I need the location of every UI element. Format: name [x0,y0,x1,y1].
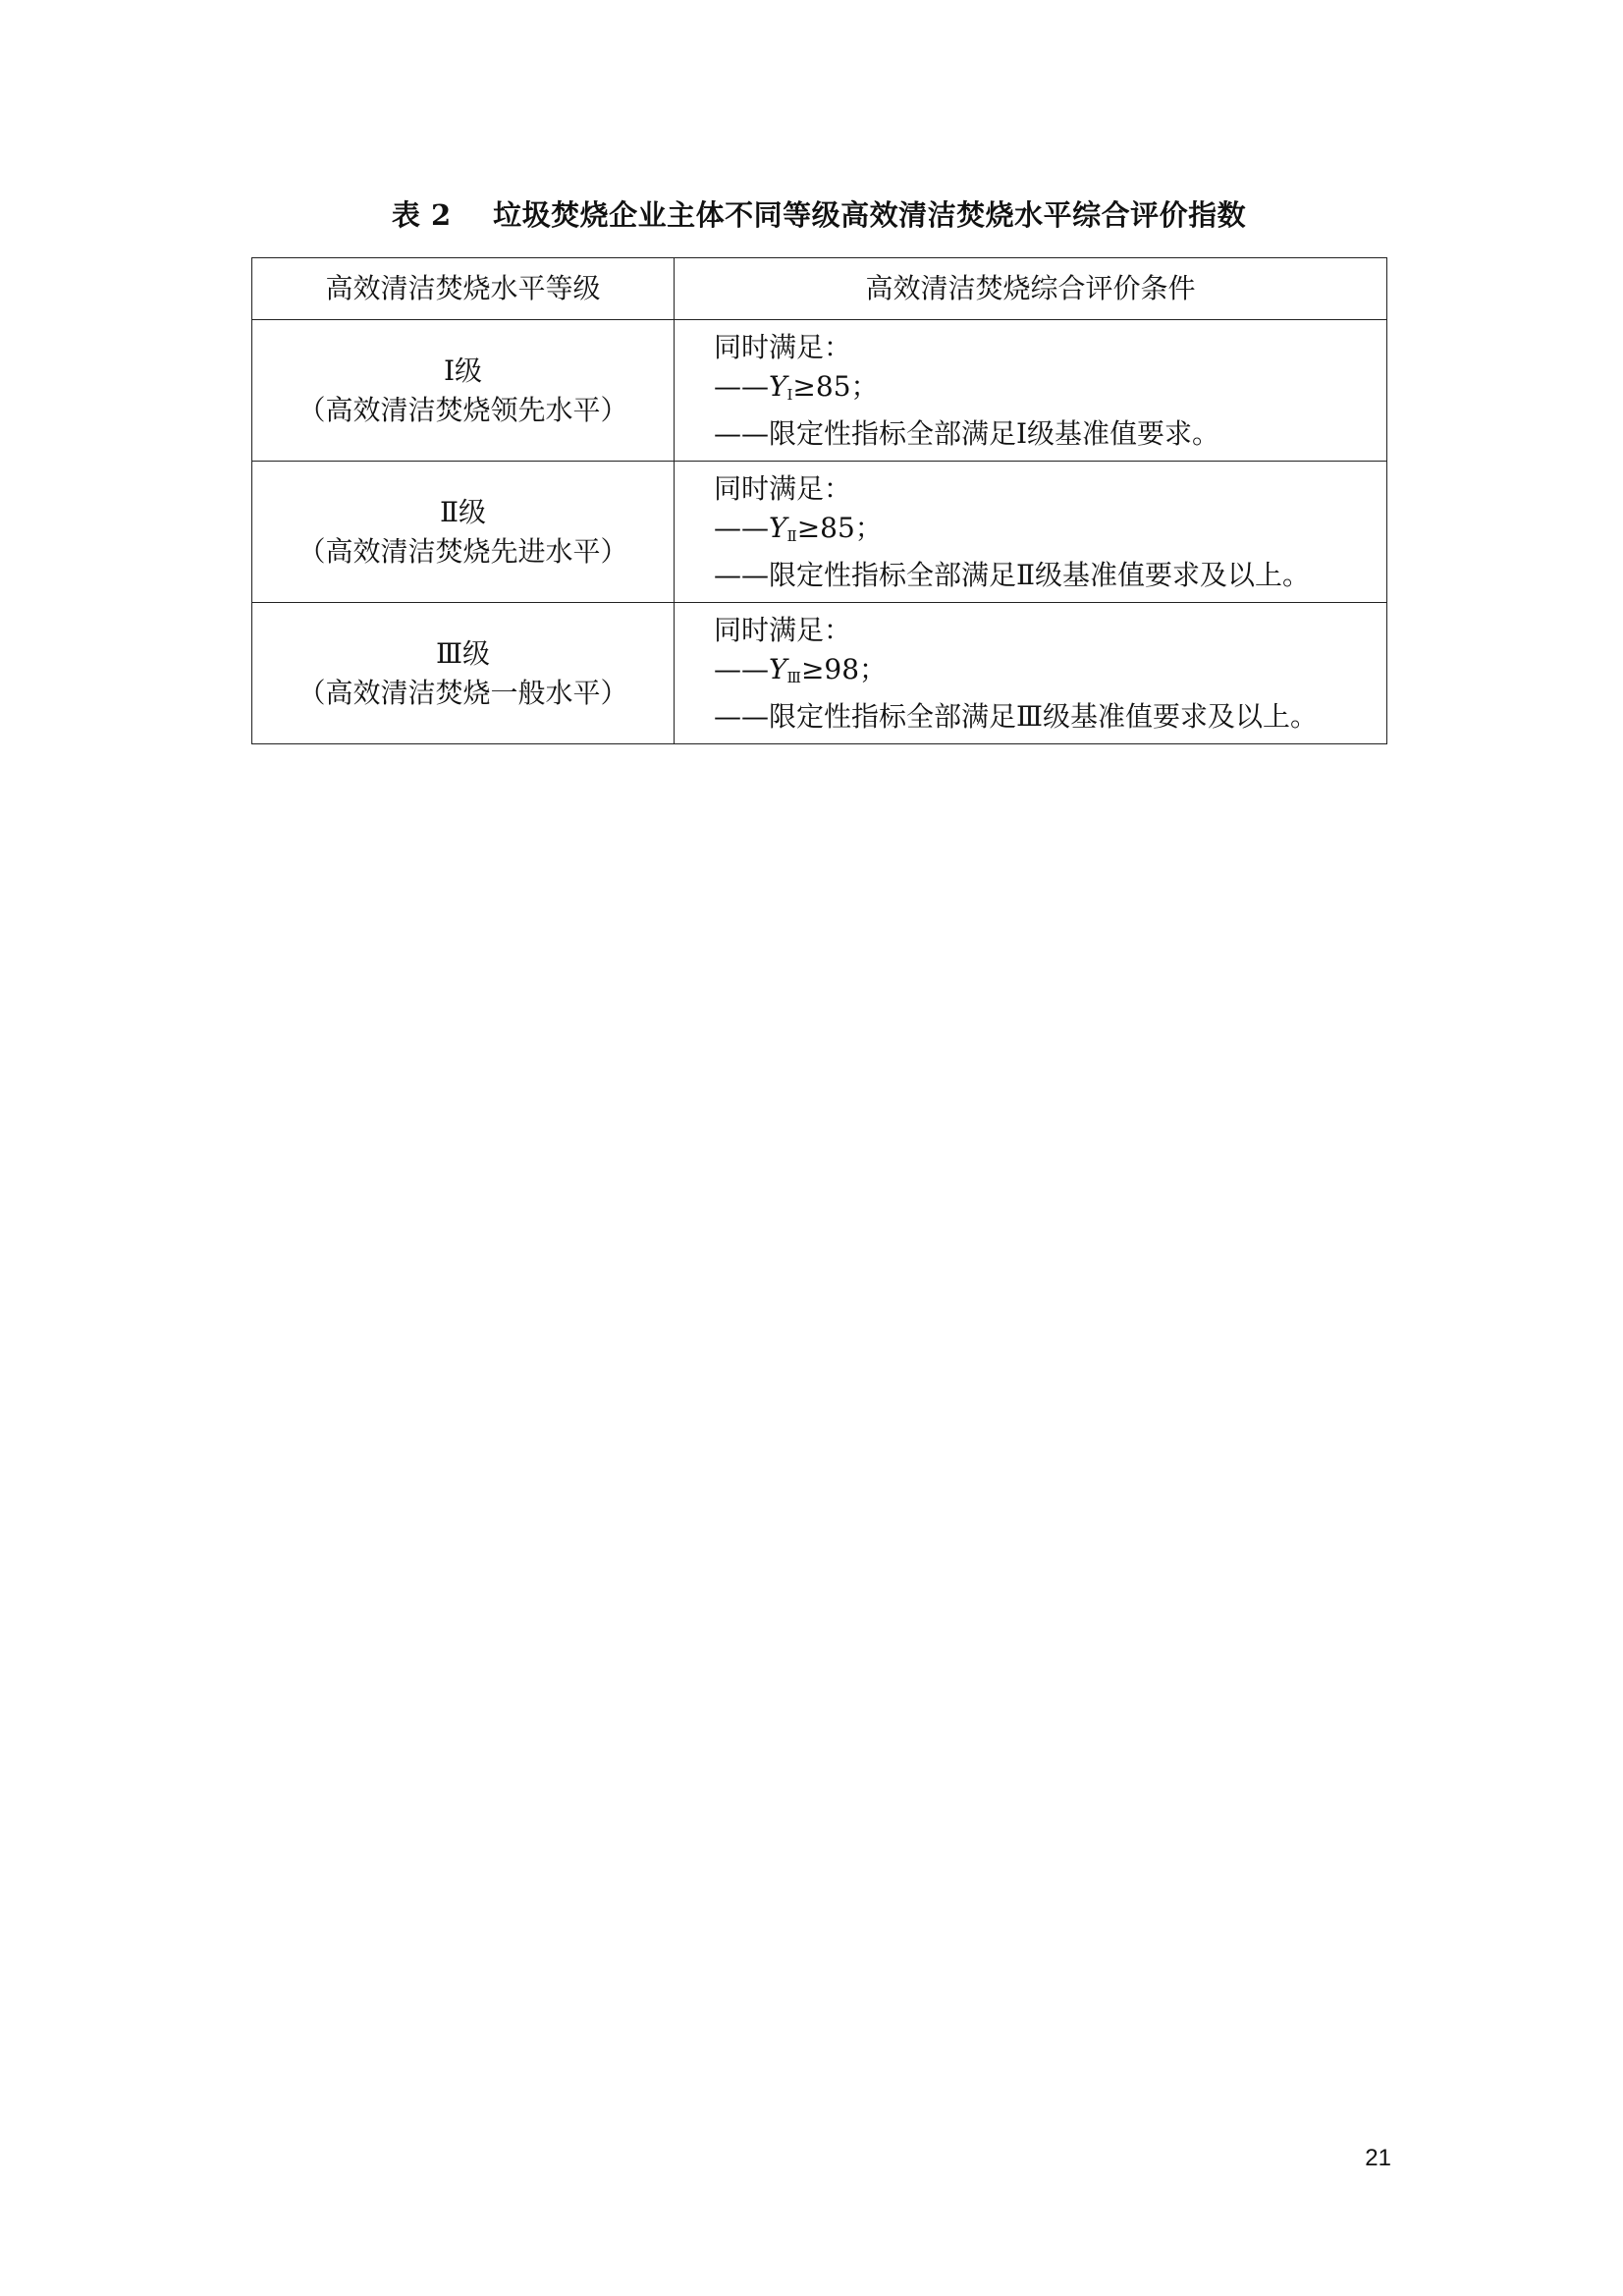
page-number: 21 [1365,2145,1391,2171]
condition-limit: ——限定性指标全部满足Ⅰ级基准值要求。 [714,416,1220,450]
condition-limit: ——限定性指标全部满足Ⅲ级基准值要求及以上。 [714,699,1319,733]
score-symbol: Y [769,511,787,544]
condition-cell [675,320,1387,462]
table-header-row [252,258,1387,320]
table-row [252,320,1387,462]
condition-cell [675,462,1387,603]
level-cell [252,603,675,744]
header-condition: 高效清洁焚烧综合评价条件 [675,258,1387,320]
condition-dash: —— [714,511,769,544]
evaluation-table [251,257,1387,744]
condition-score [714,367,1386,414]
condition-dash: —— [714,369,769,403]
level-description: （高效清洁焚烧先进水平） [298,534,628,568]
condition-dash: —— [714,652,769,685]
condition-limit: ——限定性指标全部满足Ⅱ级基准值要求及以上。 [714,558,1311,591]
score-subscript: Ⅱ [786,526,797,545]
header-level: 高效清洁焚烧水平等级 [252,258,675,320]
condition-intro: 同时满足： [714,330,852,363]
score-threshold: ≥85； [792,369,879,403]
level-cell [252,462,675,603]
score-threshold: ≥98； [800,652,888,685]
level-cell [252,320,675,462]
score-subscript: Ⅲ [786,668,801,686]
level-name: Ⅰ级 [443,354,483,387]
table-row [252,462,1387,603]
score-symbol: Y [769,369,787,403]
level-name: Ⅲ级 [435,636,490,670]
level-description: （高效清洁焚烧一般水平） [298,676,628,709]
score-subscript: Ⅰ [786,385,793,404]
score-threshold: ≥85； [796,511,883,544]
condition-intro: 同时满足： [714,471,852,505]
condition-intro: 同时满足： [714,613,852,646]
score-symbol: Y [769,652,787,685]
condition-score [714,650,1386,697]
level-description: （高效清洁焚烧领先水平） [298,393,628,426]
condition-cell [675,603,1387,744]
level-name: Ⅱ级 [439,495,487,528]
table-title: 表 2 垃圾焚烧企业主体不同等级高效清洁焚烧水平综合评价指数 [391,198,1247,232]
condition-score [714,509,1386,556]
table-row [252,603,1387,744]
